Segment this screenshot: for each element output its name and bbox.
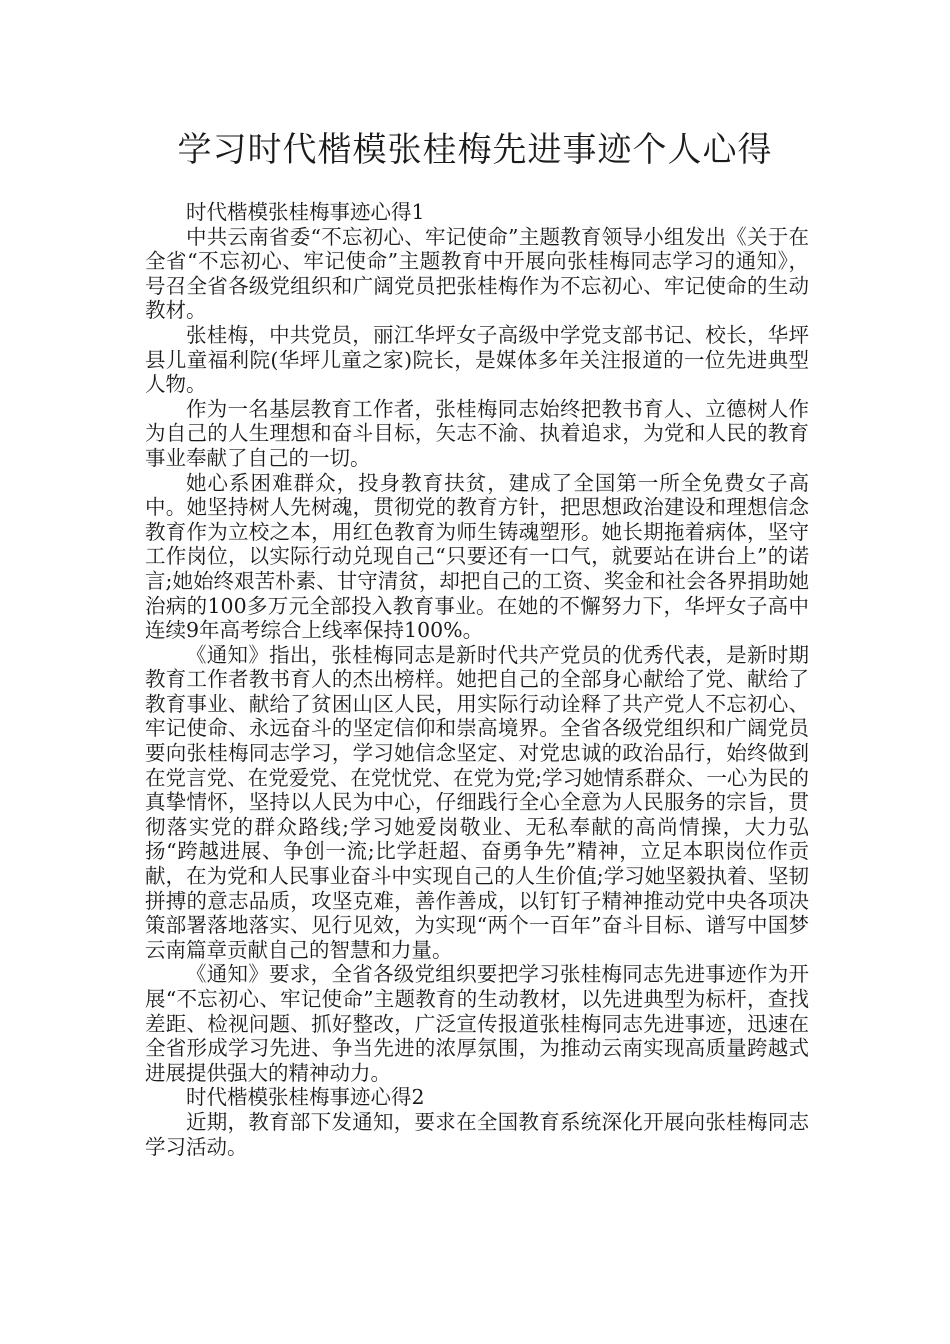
document-title: 学习时代楷模张桂梅先进事迹个人心得 (177, 130, 773, 170)
paragraph: 中共云南省委“不忘初心、牢记使命”主题教育领导小组发出《关于在全省“不忘初心、牢记使命”主题教育中开展向张桂梅同志学习的通知》，号召全省各级党组织和广阔党员把张桂梅作为不忘初心、牢记使命的生动教材。 (145, 224, 809, 323)
paragraph: 《通知》指出，张桂梅同志是新时代共产党员的优秀代表，是新时期教育工作者教书育人的杰出榜样。她把自己的全部身心献给了党、献给了教育事业、献给了贫困山区人民，用实际行动诠释了共产党人不忘初心、牢记使命、永远奋斗的坚定信仰和崇高境界。全省各级党组织和广阔党员要向张桂梅同志学习，学习她信念坚定、对党忠诚的政治品行，始终做到在党言党、在党爱党、在党忧党、在党为党;学习她情系群众、一心为民的真挚情怀，坚持以人民为中心，仔细践行全心全意为人民服务的宗旨，贯彻落实党的群众路线;学习她爱岗敬业、无私奉献的高尚情操，大力弘扬“跨越进展、争创一流;比学赶超、奋勇争先”精神，立足本职岗位作贡献，在为党和人民事业奋斗中实现自己的人生价值;学习她坚毅执着、坚韧拼搏的意志品质，攻坚克难，善作善成，以钉钉子精神推动党中央各项决策部署落地落实、见行见效，为实现“两个一百年”奋斗目标、谱写中国梦云南篇章贡献自己的智慧和力量。 (145, 642, 809, 962)
paragraph: 近期，教育部下发通知，要求在全国教育系统深化开展向张桂梅同志学习活动。 (145, 1109, 809, 1159)
section-heading-2: 时代楷模张桂梅事迹心得2 (186, 1085, 425, 1110)
paragraph: 她心系困难群众，投身教育扶贫，建成了全国第一所全免费女子高中。她坚持树人先树魂，贯彻党的教育方针，把思想政治建设和理想信念教育作为立校之本，用红色教育为师生铸魂塑形。她长期拖着病体，坚守工作岗位，以实际行动兑现自己“只要还有一口气，就要站在讲台上”的诺言;她始终艰苦朴素、甘守清贫，却把自己的工资、奖金和社会各界捐助她治病的100多万元全部投入教育事业。在她的不懈努力下，华坪女子高中连续9年高考综合上线率保持100%。 (145, 470, 809, 643)
section-heading-1: 时代楷模张桂梅事迹心得1 (186, 200, 425, 224)
paragraph: 张桂梅，中共党员，丽江华坪女子高级中学党支部书记、校长，华坪县儿童福利院(华坪儿童之家)院长，是媒体多年关注报道的一位先进典型人物。 (145, 322, 809, 397)
paragraph: 作为一名基层教育工作者，张桂梅同志始终把教书育人、立德树人作为自己的人生理想和奋斗目标，矢志不渝、执着追求，为党和人民的教育事业奉献了自己的一切。 (145, 396, 809, 470)
paragraph: 《通知》要求，全省各级党组织要把学习张桂梅同志先进事迹作为开展“不忘初心、牢记使命”主题教育的生动教材，以先进典型为标杆，查找差距、检视问题、抓好整改，广泛宣传报道张桂梅同志先进事迹，迅速在全省形成学习先进、争当先进的浓厚氛围，为推动云南实现高质量跨越式进展提供强大的精神动力。 (145, 962, 809, 1085)
document-body (145, 200, 809, 1159)
